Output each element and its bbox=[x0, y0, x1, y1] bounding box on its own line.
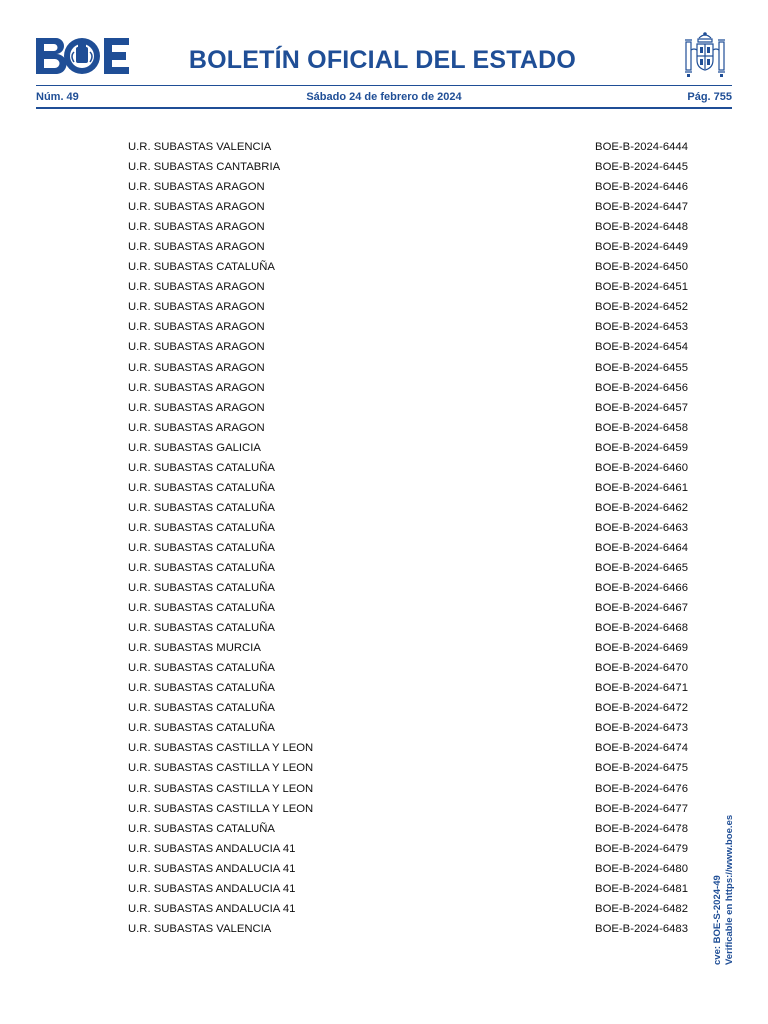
list-item bbox=[128, 738, 688, 758]
entry-code: BOE-B-2024-6467 bbox=[595, 602, 688, 615]
header-rule-bottom bbox=[36, 107, 732, 109]
list-item bbox=[128, 257, 688, 277]
entry-code: BOE-B-2024-6462 bbox=[595, 501, 688, 514]
entry-code: BOE-B-2024-6468 bbox=[595, 622, 688, 635]
entry-code: BOE-B-2024-6469 bbox=[595, 642, 688, 655]
entry-code: BOE-B-2024-6450 bbox=[595, 261, 688, 274]
entry-name: U.R. SUBASTAS MURCIA bbox=[128, 642, 261, 655]
list-item bbox=[128, 899, 688, 919]
entry-code: BOE-B-2024-6476 bbox=[595, 782, 688, 795]
cve-code: cve: BOE-S-2024-49 bbox=[712, 875, 723, 965]
entry-code: BOE-B-2024-6447 bbox=[595, 201, 688, 214]
entry-name: U.R. SUBASTAS CATALUÑA bbox=[128, 561, 275, 574]
header-rule-top bbox=[36, 85, 732, 86]
list-item bbox=[128, 418, 688, 438]
entry-code: BOE-B-2024-6444 bbox=[595, 141, 688, 153]
list-item bbox=[128, 498, 688, 518]
entry-code: BOE-B-2024-6445 bbox=[595, 161, 688, 174]
list-item bbox=[128, 859, 688, 879]
list-item bbox=[128, 438, 688, 458]
entry-name: U.R. SUBASTAS ANDALUCIA 41 bbox=[128, 902, 296, 915]
page-title: BOLETÍN OFICIAL DEL ESTADO bbox=[188, 46, 577, 74]
list-item bbox=[128, 277, 688, 297]
entry-code: BOE-B-2024-6472 bbox=[595, 702, 688, 715]
verification-url: Verificable en https://www.boe.es bbox=[724, 814, 735, 965]
entry-name: U.R. SUBASTAS ARAGON bbox=[128, 341, 265, 354]
list-item bbox=[128, 197, 688, 217]
entry-name: U.R. SUBASTAS ARAGON bbox=[128, 381, 265, 394]
list-item bbox=[128, 478, 688, 498]
list-item bbox=[128, 879, 688, 899]
entry-code: BOE-B-2024-6461 bbox=[595, 481, 688, 494]
list-item bbox=[128, 398, 688, 418]
entry-code: BOE-B-2024-6449 bbox=[595, 241, 688, 254]
entry-name: U.R. SUBASTAS CATALUÑA bbox=[128, 501, 275, 514]
entry-name: U.R. SUBASTAS GALICIA bbox=[128, 441, 261, 454]
entry-code: BOE-B-2024-6455 bbox=[595, 361, 688, 374]
list-item bbox=[128, 458, 688, 478]
entry-name: U.R. SUBASTAS VALENCIA bbox=[128, 922, 272, 935]
boe-logo-icon bbox=[36, 38, 129, 74]
list-item bbox=[128, 317, 688, 337]
entry-code: BOE-B-2024-6475 bbox=[595, 762, 688, 775]
list-item bbox=[128, 839, 688, 859]
entry-name: U.R. SUBASTAS CANTABRIA bbox=[128, 161, 281, 174]
list-item bbox=[128, 337, 688, 357]
entry-name: U.R. SUBASTAS CATALUÑA bbox=[128, 521, 275, 534]
entry-code: BOE-B-2024-6458 bbox=[595, 421, 688, 434]
list-item bbox=[128, 919, 688, 939]
entry-code: BOE-B-2024-6482 bbox=[595, 902, 688, 915]
entry-name: U.R. SUBASTAS CATALUÑA bbox=[128, 461, 275, 474]
entry-name: U.R. SUBASTAS CASTILLA Y LEON bbox=[128, 782, 314, 795]
entry-code: BOE-B-2024-6464 bbox=[595, 541, 688, 554]
issue-date: Sábado 24 de febrero de 2024 bbox=[306, 91, 462, 103]
list-item bbox=[128, 297, 688, 317]
entry-name: U.R. SUBASTAS ARAGON bbox=[128, 321, 265, 334]
coat-of-arms-icon bbox=[682, 30, 728, 78]
entry-name: U.R. SUBASTAS ARAGON bbox=[128, 421, 265, 434]
entry-name: U.R. SUBASTAS ARAGON bbox=[128, 281, 265, 294]
entry-name: U.R. SUBASTAS ARAGON bbox=[128, 401, 265, 414]
entry-code: BOE-B-2024-6477 bbox=[595, 802, 688, 815]
entry-name: U.R. SUBASTAS ANDALUCIA 41 bbox=[128, 862, 296, 875]
entry-name: U.R. SUBASTAS ARAGON bbox=[128, 241, 265, 254]
entry-code: BOE-B-2024-6483 bbox=[595, 922, 688, 935]
entry-code: BOE-B-2024-6456 bbox=[595, 381, 688, 394]
list-item bbox=[128, 598, 688, 618]
entry-name: U.R. SUBASTAS ARAGON bbox=[128, 201, 265, 214]
entry-code: BOE-B-2024-6448 bbox=[595, 221, 688, 234]
list-item bbox=[128, 518, 688, 538]
entry-code: BOE-B-2024-6466 bbox=[595, 582, 688, 595]
entry-name: U.R. SUBASTAS CATALUÑA bbox=[128, 702, 275, 715]
entry-name: U.R. SUBASTAS CATALUÑA bbox=[128, 481, 275, 494]
entry-code: BOE-B-2024-6446 bbox=[595, 181, 688, 194]
entry-list bbox=[128, 137, 688, 939]
entry-code: BOE-B-2024-6465 bbox=[595, 561, 688, 574]
list-item bbox=[128, 779, 688, 799]
entry-code: BOE-B-2024-6480 bbox=[595, 862, 688, 875]
entry-code: BOE-B-2024-6454 bbox=[595, 341, 688, 354]
entry-name: U.R. SUBASTAS CASTILLA Y LEON bbox=[128, 742, 314, 755]
entry-name: U.R. SUBASTAS ARAGON bbox=[128, 181, 265, 194]
entry-code: BOE-B-2024-6470 bbox=[595, 662, 688, 675]
list-item bbox=[128, 758, 688, 778]
entry-name: U.R. SUBASTAS CATALUÑA bbox=[128, 662, 275, 675]
entry-code: BOE-B-2024-6478 bbox=[595, 822, 688, 835]
list-item bbox=[128, 157, 688, 177]
entry-name: U.R. SUBASTAS ANDALUCIA 41 bbox=[128, 882, 296, 895]
list-item bbox=[128, 538, 688, 558]
entry-code: BOE-B-2024-6473 bbox=[595, 722, 688, 735]
list-item bbox=[128, 378, 688, 398]
list-item bbox=[128, 698, 688, 718]
list-item bbox=[128, 177, 688, 197]
entry-code: BOE-B-2024-6451 bbox=[595, 281, 688, 294]
entry-name: U.R. SUBASTAS CATALUÑA bbox=[128, 722, 275, 735]
issue-number: Núm. 49 bbox=[36, 91, 79, 103]
entry-name: U.R. SUBASTAS CATALUÑA bbox=[128, 622, 275, 635]
entry-name: U.R. SUBASTAS ARAGON bbox=[128, 301, 265, 314]
entry-name: U.R. SUBASTAS CATALUÑA bbox=[128, 261, 275, 274]
list-item bbox=[128, 237, 688, 257]
entry-name: U.R. SUBASTAS ARAGON bbox=[128, 361, 265, 374]
entry-code: BOE-B-2024-6463 bbox=[595, 521, 688, 534]
list-item bbox=[128, 678, 688, 698]
entry-code: BOE-B-2024-6452 bbox=[595, 301, 688, 314]
list-item bbox=[128, 718, 688, 738]
side-note bbox=[712, 665, 736, 965]
entry-name: U.R. SUBASTAS CASTILLA Y LEON bbox=[128, 802, 314, 815]
list-item bbox=[128, 618, 688, 638]
entry-code: BOE-B-2024-6474 bbox=[595, 742, 688, 755]
list-item bbox=[128, 638, 688, 658]
page-number: Pág. 755 bbox=[687, 91, 732, 103]
entry-code: BOE-B-2024-6481 bbox=[595, 882, 688, 895]
entry-name: U.R. SUBASTAS CATALUÑA bbox=[128, 541, 275, 554]
entry-code: BOE-B-2024-6460 bbox=[595, 461, 688, 474]
entry-code: BOE-B-2024-6459 bbox=[595, 441, 688, 454]
entry-code: BOE-B-2024-6471 bbox=[595, 682, 688, 695]
entry-code: BOE-B-2024-6457 bbox=[595, 401, 688, 414]
list-item bbox=[128, 137, 688, 157]
entry-name: U.R. SUBASTAS CATALUÑA bbox=[128, 822, 275, 835]
list-item bbox=[128, 819, 688, 839]
list-item bbox=[128, 658, 688, 678]
entry-name: U.R. SUBASTAS CATALUÑA bbox=[128, 682, 275, 695]
list-item bbox=[128, 799, 688, 819]
entry-name: U.R. SUBASTAS ANDALUCIA 41 bbox=[128, 842, 296, 855]
entry-name: U.R. SUBASTAS CATALUÑA bbox=[128, 602, 275, 615]
entry-code: BOE-B-2024-6453 bbox=[595, 321, 688, 334]
entry-name: U.R. SUBASTAS CATALUÑA bbox=[128, 582, 275, 595]
entry-name: U.R. SUBASTAS ARAGON bbox=[128, 221, 265, 234]
list-item bbox=[128, 217, 688, 237]
list-item bbox=[128, 578, 688, 598]
entry-name: U.R. SUBASTAS CASTILLA Y LEON bbox=[128, 762, 314, 775]
list-item bbox=[128, 558, 688, 578]
list-item bbox=[128, 358, 688, 378]
entry-code: BOE-B-2024-6479 bbox=[595, 842, 688, 855]
entry-name: U.R. SUBASTAS VALENCIA bbox=[128, 141, 272, 153]
